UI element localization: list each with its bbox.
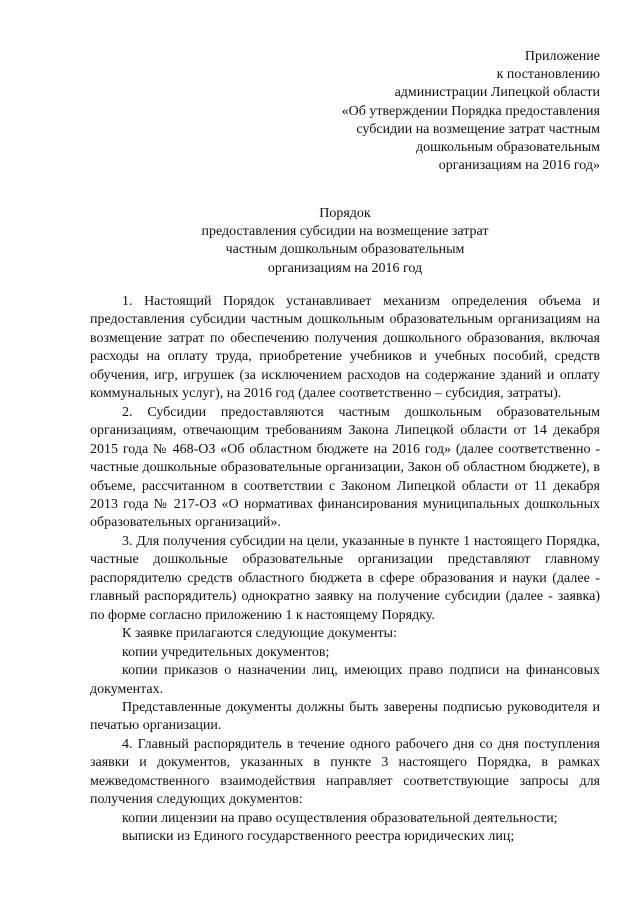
- appendix-header: [260, 48, 600, 175]
- paragraph-3: 3. Для получения субсидии на цели, указанные в пункте 1 настоящего Порядка, частные дошкольные образовательные организации представляют главному распорядителю средств областного бюджета в сфере образования и науки (далее - главный распорядитель) однократно заявку на получение субсидии (далее - заявка) по форме согласно приложению 1 к настоящему Порядку.: [90, 533, 600, 623]
- appendix-line: Приложение: [524, 49, 600, 64]
- title-line: организациям на 2016 год: [267, 260, 423, 276]
- paragraph-10: выписки из Единого государственного реестра юридических лиц;: [122, 829, 515, 845]
- document-body: [90, 293, 600, 847]
- document-title: [90, 205, 600, 278]
- paragraph-9: копии лицензии на право осуществления образовательной деятельности;: [122, 810, 558, 826]
- appendix-line: «Об утверждении Порядка предоставления: [341, 103, 600, 119]
- paragraph-7: Представленные документы должны быть заверены подписью руководителя и печатью организации.: [90, 699, 600, 734]
- title-line: Порядок: [319, 206, 371, 221]
- appendix-line: к постановлению: [496, 67, 600, 83]
- paragraph-8: 4. Главный распорядитель в течение одного рабочего дня со дня поступления заявки и документов, указанных в пункте 3 настоящего Порядка, в рамках межведомственного взаимодействия направляет соответствующие запросы для получения следующих документов:: [90, 736, 600, 808]
- title-line: предоставления субсидии на возмещение затрат: [201, 224, 489, 240]
- paragraph-2: 2. Субсидии предоставляются частным дошкольным образовательным организациям, отвечающим требованиям Закона Липецкой области от 14 декабря 2015 года № 468-ОЗ «Об областном бюджете на 2016 год» (далее соответственно - частные дошкольные образовательные организации, Закон об областном бюджете), в объеме, рассчитанном в соответствии с Законом Липецкой области от 11 декабря 2013 года № 217-ОЗ «О нормативах финансирования муниципальных дошкольных образовательных организаций».: [90, 404, 600, 531]
- appendix-line: организациям на 2016 год»: [438, 158, 600, 174]
- paragraph-1: 1. Настоящий Порядок устанавливает механизм определения объема и предоставления субсидии частным дошкольным образовательным организациям на возмещение затрат по обеспечению получения дошкольного образования, включая расходы на оплату труда, приобретение учебников и учебных пособий, средств обучения, игр, игрушек (за исключением расходов на содержание зданий и оплату коммунальных услуг), на 2016 год (далее соответственно – субсидия, затраты).: [90, 294, 600, 402]
- appendix-line: администрации Липецкой области: [394, 85, 600, 101]
- paragraph-6: копии приказов о назначении лиц, имеющих право подписи на финансовых документах.: [90, 663, 600, 697]
- appendix-line: субсидии на возмещение затрат частным: [356, 121, 600, 137]
- title-line: частным дошкольным образовательным: [225, 242, 465, 258]
- appendix-line: дошкольным образовательным: [416, 140, 600, 156]
- paragraph-4: К заявке прилагаются следующие документы:: [122, 626, 397, 642]
- paragraph-5: копии учредительных документов;: [122, 644, 330, 660]
